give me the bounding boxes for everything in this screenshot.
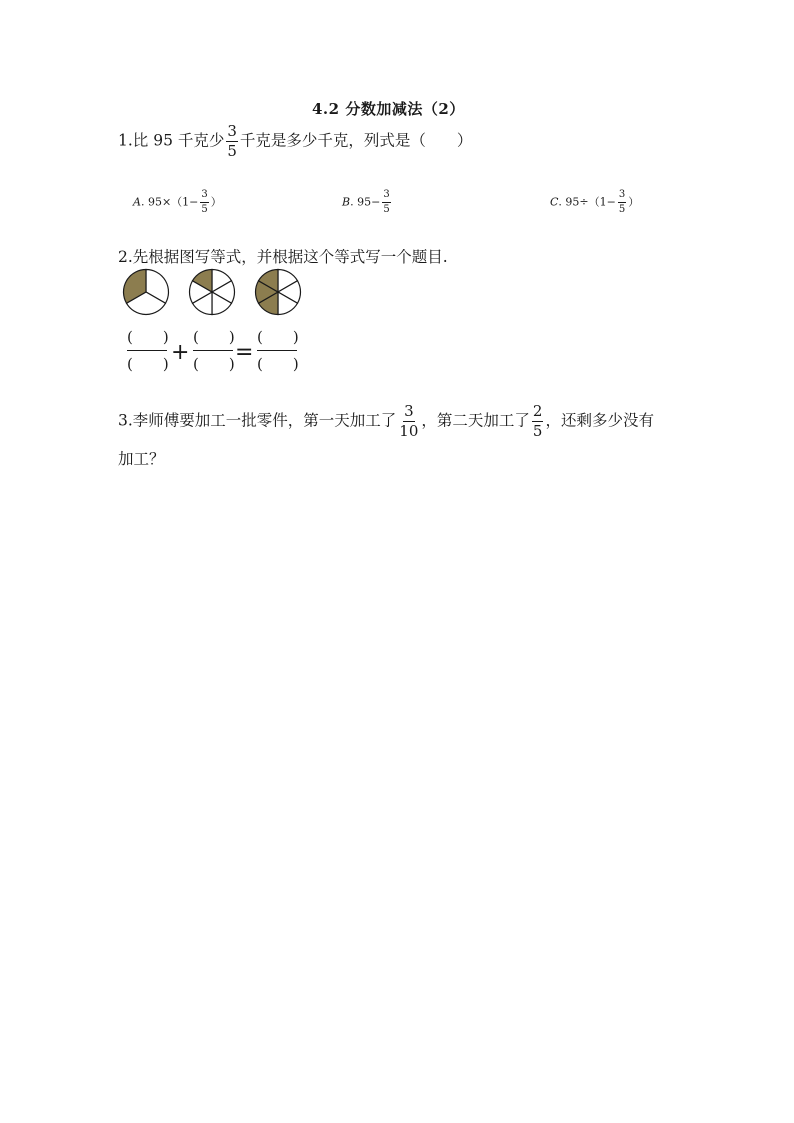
fraction-circle-3 — [256, 270, 301, 315]
fraction-circle-1 — [124, 270, 169, 315]
blank-fraction-2[interactable] — [193, 326, 233, 375]
option-b-pre: . 95− — [350, 195, 381, 209]
option-a-den: 5 — [201, 204, 208, 215]
option-b-letter: B — [342, 195, 351, 209]
question-2-text: 2.先根据图写等式，并根据这个等式写一个题目. — [118, 248, 448, 266]
option-c-pre: . 95÷（1− — [558, 195, 616, 209]
q3-text-mid: ，第二天加工了 — [421, 411, 530, 430]
blank-fraction-1[interactable] — [127, 326, 167, 375]
option-b[interactable] — [342, 190, 393, 215]
blank-fraction-2-num[interactable]: ( ) — [193, 328, 235, 346]
q3-text-pre: 3.李师傅要加工一批零件，第一天加工了 — [118, 411, 397, 430]
question-3-line-1 — [118, 404, 654, 439]
option-a-pre: . 95×（1− — [140, 195, 199, 209]
option-b-den: 5 — [383, 204, 390, 215]
option-b-num: 3 — [382, 190, 390, 203]
q1-prefix: 1.比 95 千克少 — [118, 131, 225, 150]
question-1 — [118, 124, 472, 159]
option-c-fraction — [618, 190, 626, 215]
q3-fraction-1 — [398, 404, 419, 439]
plus-sign: + — [171, 340, 190, 365]
q3-fraction-1-den: 10 — [399, 422, 419, 440]
blank-fraction-1-num[interactable]: ( ) — [127, 328, 169, 346]
q3-fraction-2-num: 2 — [532, 402, 543, 420]
q3-fraction-2-den: 5 — [532, 422, 543, 440]
option-a-post: ） — [210, 195, 222, 209]
option-a[interactable] — [133, 190, 222, 215]
blank-fraction-3[interactable] — [257, 326, 297, 375]
fraction-circle-2 — [190, 270, 235, 315]
blank-fraction-3-num[interactable]: ( ) — [257, 328, 299, 346]
q3-text-post: ，还剩多少没有 — [545, 411, 654, 430]
q1-fraction-denominator: 5 — [227, 142, 237, 160]
q1-fraction — [226, 124, 238, 159]
fraction-circles — [122, 268, 304, 316]
option-a-num: 3 — [200, 190, 208, 203]
blank-fraction-3-den[interactable]: ( ) — [257, 355, 299, 373]
option-c-num: 3 — [618, 190, 626, 203]
q1-fraction-numerator: 3 — [227, 122, 237, 140]
option-c-den: 5 — [618, 204, 626, 215]
option-a-fraction — [200, 190, 208, 215]
option-c-letter: C — [550, 195, 559, 209]
option-b-fraction — [382, 190, 390, 215]
fraction-circles-svg — [122, 268, 304, 316]
q3-fraction-1-num: 3 — [404, 402, 414, 420]
fraction-bar — [127, 350, 167, 351]
page-title: 4.2 分数加减法（2） — [312, 100, 465, 118]
q1-suffix: 千克是多少千克，列式是（ ） — [239, 131, 473, 150]
fraction-bar — [193, 350, 233, 351]
blank-fraction-1-den[interactable]: ( ) — [127, 355, 169, 373]
blank-fraction-2-den[interactable]: ( ) — [193, 355, 235, 373]
question-3-line-2: 加工？ — [118, 450, 165, 468]
equals-sign: = — [235, 340, 254, 365]
fraction-bar — [257, 350, 297, 351]
option-a-letter: A — [133, 195, 141, 209]
option-c[interactable] — [550, 190, 639, 215]
option-c-post: ） — [628, 195, 640, 209]
q3-fraction-2 — [532, 404, 544, 439]
